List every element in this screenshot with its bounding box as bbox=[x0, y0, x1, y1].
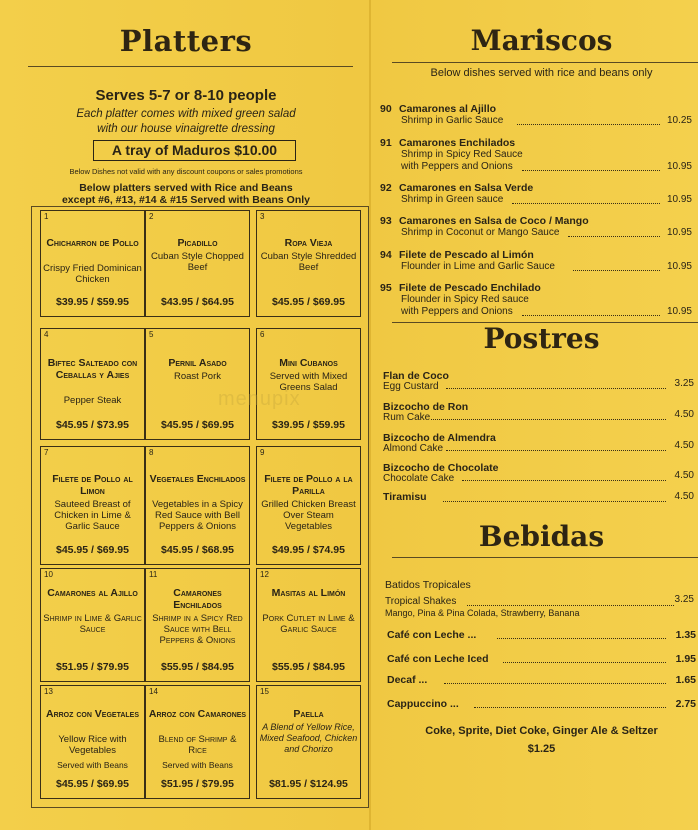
sodas-list: Coke, Sprite, Diet Coke, Ginger Ale & Seltzer bbox=[425, 725, 658, 737]
platter-number: 9 bbox=[260, 448, 265, 457]
divider bbox=[28, 66, 353, 67]
platter-name: Paella bbox=[293, 708, 324, 720]
platter-item bbox=[40, 685, 145, 799]
platter-number: 13 bbox=[44, 687, 53, 696]
item-name: Bizcocho de Almendra bbox=[383, 432, 496, 444]
item-name: Tiramisu bbox=[383, 491, 427, 503]
item-desc: Shrimp in Coconut or Mango Sauce bbox=[401, 227, 560, 238]
item-name: Camarones en Salsa de Coco / Mango bbox=[399, 215, 589, 227]
platter-name: Ropa Vieja bbox=[284, 237, 333, 249]
platter-price: $43.95 / $64.95 bbox=[161, 296, 234, 308]
platter-desc: Pork Cutlet in Lime & Garlic Sauce bbox=[262, 613, 355, 635]
item-price: 10.95 bbox=[666, 194, 692, 205]
platter-number: 5 bbox=[149, 330, 154, 339]
divider bbox=[392, 62, 698, 63]
item-price: 10.95 bbox=[666, 227, 692, 238]
platter-item bbox=[40, 446, 145, 565]
item-price: 10.95 bbox=[666, 306, 692, 317]
platter-item bbox=[40, 210, 145, 317]
platter-name: Pernil Asado bbox=[168, 357, 227, 369]
platter-name: Camarones Enchilados bbox=[173, 587, 222, 611]
platter-price: $39.95 / $59.95 bbox=[56, 296, 129, 308]
item-name: Camarones Enchilados bbox=[399, 137, 516, 149]
item-name: Filete de Pescado al Limón bbox=[399, 249, 534, 261]
item-number: 94 bbox=[380, 249, 392, 261]
platter-item bbox=[256, 328, 361, 440]
platter-name: Arroz con Vegetales bbox=[45, 708, 139, 720]
platter-price: $45.95 / $73.95 bbox=[56, 419, 129, 431]
item-price: 4.50 bbox=[674, 491, 694, 502]
platter-item bbox=[145, 210, 250, 317]
item-price: 2.75 bbox=[675, 698, 696, 710]
platter-number: 4 bbox=[44, 330, 49, 339]
platter-desc: Yellow Rice with Vegetables bbox=[58, 734, 127, 756]
platter-desc: Cuban Style Shredded Beef bbox=[260, 251, 357, 273]
item-price: 10.25 bbox=[666, 115, 692, 126]
platter-item bbox=[256, 568, 361, 682]
platter-name: Vegetales Enchilados bbox=[149, 473, 246, 485]
platter-price: $45.95 / $68.95 bbox=[161, 544, 234, 556]
dot-leader bbox=[522, 170, 660, 171]
dot-leader bbox=[446, 388, 666, 389]
item-number: 92 bbox=[380, 182, 392, 194]
platter-item bbox=[145, 446, 250, 565]
dot-leader bbox=[573, 270, 660, 271]
platter-served-note: Served with Beans bbox=[57, 760, 128, 770]
item-desc: Egg Custard bbox=[383, 381, 439, 392]
platter-item bbox=[256, 210, 361, 317]
platter-desc: Vegetables in a Spicy Red Sauce with Bell Peppers & Onions bbox=[152, 499, 243, 532]
platter-item bbox=[40, 568, 145, 682]
item-price: 1.35 bbox=[675, 629, 696, 641]
platter-desc: A Blend of Yellow Rice, Mixed Seafood, Chicken and Chorizo bbox=[259, 722, 358, 754]
item-name: Café con Leche Iced bbox=[387, 653, 489, 665]
dot-leader bbox=[503, 662, 666, 663]
platter-price: $51.95 / $79.95 bbox=[56, 661, 129, 673]
dot-leader bbox=[522, 315, 660, 316]
item-price: 3.25 bbox=[674, 378, 694, 389]
platter-price: $51.95 / $79.95 bbox=[161, 778, 234, 790]
item-name: Bizcocho de Ron bbox=[383, 401, 469, 413]
tray-of-maduros: A tray of Maduros $10.00 bbox=[93, 140, 296, 161]
item-price: 1.65 bbox=[675, 674, 696, 686]
item-name: Bizcocho de Chocolate bbox=[383, 462, 499, 474]
item-number: 93 bbox=[380, 215, 392, 227]
item-price: 4.50 bbox=[674, 440, 694, 451]
platter-desc: Blend of Shrimp & Rice bbox=[158, 734, 237, 756]
platter-price: $55.95 / $84.95 bbox=[161, 661, 234, 673]
dot-leader bbox=[474, 707, 666, 708]
platter-number: 1 bbox=[44, 212, 49, 221]
platter-price: $81.95 / $124.95 bbox=[269, 778, 348, 790]
item-number: 91 bbox=[380, 137, 392, 149]
postres-title: Postres bbox=[483, 322, 600, 355]
item-desc: Shrimp in Green sauce bbox=[401, 194, 504, 205]
item-name: Decaf ... bbox=[387, 674, 428, 686]
platter-desc-line1: Each platter comes with mixed green salad bbox=[76, 108, 296, 120]
item-price: 1.95 bbox=[675, 653, 696, 665]
platter-desc-line2: with our house vinaigrette dressing bbox=[97, 123, 275, 135]
platter-desc: Shrimp in Lime & Garlic Sauce bbox=[43, 613, 142, 635]
discount-disclaimer: Below Dishes not valid with any discount coupons or sales promotions bbox=[69, 167, 303, 176]
platter-number: 7 bbox=[44, 448, 49, 457]
batidos-title: Batidos Tropicales bbox=[385, 579, 471, 591]
batidos-desc: Tropical Shakes bbox=[385, 596, 457, 607]
item-desc: Shrimp in Spicy Red Sauce bbox=[401, 149, 523, 160]
bebidas-title: Bebidas bbox=[478, 520, 605, 553]
platter-price: $45.95 / $69.95 bbox=[161, 419, 234, 431]
dot-leader bbox=[512, 203, 660, 204]
item-desc: Almond Cake bbox=[383, 443, 444, 454]
platter-number: 8 bbox=[149, 448, 154, 457]
platter-price: $55.95 / $84.95 bbox=[272, 661, 345, 673]
platter-served-note: Served with Beans bbox=[162, 760, 233, 770]
mariscos-subtitle: Below dishes served with rice and beans only bbox=[430, 67, 653, 79]
platter-desc: Roast Pork bbox=[174, 371, 221, 382]
platter-desc: Shrimp in a Spicy Red Sauce with Bell Peppers & Onions bbox=[152, 613, 243, 646]
item-name: Cappuccino ... bbox=[387, 698, 459, 710]
platter-item bbox=[145, 328, 250, 440]
mariscos-title: Mariscos bbox=[470, 24, 613, 57]
batidos-flavors: Mango, Pina & Pina Colada, Strawberry, Banana bbox=[385, 608, 580, 618]
platter-name: Picadillo bbox=[177, 237, 218, 249]
dot-leader bbox=[446, 450, 666, 451]
item-desc: Chocolate Cake bbox=[383, 473, 455, 484]
dot-leader bbox=[444, 683, 666, 684]
item-desc: Flounder in Spicy Red sauce bbox=[401, 294, 529, 305]
item-name: Filete de Pescado Enchilado bbox=[399, 282, 541, 294]
platter-item bbox=[40, 328, 145, 440]
item-name: Camarones en Salsa Verde bbox=[399, 182, 534, 194]
item-price: 10.95 bbox=[666, 161, 692, 172]
platter-desc: Pepper Steak bbox=[63, 395, 122, 406]
dot-leader bbox=[431, 419, 666, 420]
platter-item bbox=[256, 446, 361, 565]
item-desc: with Peppers and Onions bbox=[401, 161, 513, 172]
item-desc: Rum Cake bbox=[383, 412, 431, 423]
dot-leader bbox=[467, 605, 674, 606]
platter-name: Chicharron de Pollo bbox=[46, 237, 139, 249]
item-desc: Shrimp in Garlic Sauce bbox=[401, 115, 504, 126]
item-name: Flan de Coco bbox=[383, 370, 449, 382]
platter-price: $39.95 / $59.95 bbox=[272, 419, 345, 431]
platter-number: 2 bbox=[149, 212, 154, 221]
platter-number: 11 bbox=[149, 570, 158, 579]
item-desc: Flounder in Lime and Garlic Sauce bbox=[401, 261, 555, 272]
platter-desc: Cuban Style Chopped Beef bbox=[151, 251, 244, 273]
platters-title: Platters bbox=[119, 24, 253, 58]
platter-name: Mini Cubanos bbox=[279, 357, 338, 369]
platter-price: $49.95 / $74.95 bbox=[272, 544, 345, 556]
divider bbox=[392, 557, 698, 558]
platter-name: Masitas al Limón bbox=[271, 587, 346, 599]
platter-price: $45.95 / $69.95 bbox=[56, 544, 129, 556]
platter-number: 12 bbox=[260, 570, 269, 579]
item-desc: with Peppers and Onions bbox=[401, 306, 513, 317]
serves-text: Serves 5-7 or 8-10 people bbox=[95, 87, 277, 104]
platter-number: 10 bbox=[44, 570, 53, 579]
watermark-logo: menupix bbox=[218, 388, 301, 410]
platter-desc: Grilled Chicken Breast Over Steam Vegetables bbox=[261, 499, 356, 532]
platter-name: Filete de Pollo al Limon bbox=[52, 473, 133, 497]
item-name: Camarones al Ajillo bbox=[399, 103, 497, 115]
item-number: 95 bbox=[380, 282, 392, 294]
item-price: 10.95 bbox=[666, 261, 692, 272]
platter-name: Camarones al Ajillo bbox=[47, 587, 138, 599]
platter-number: 6 bbox=[260, 330, 265, 339]
item-name: Café con Leche ... bbox=[387, 629, 477, 641]
beans-only-note: except #6, #13, #14 & #15 Served with Beans Only bbox=[61, 194, 311, 206]
platter-number: 3 bbox=[260, 212, 265, 221]
item-number: 90 bbox=[380, 103, 392, 115]
rice-beans-note: Below platters served with Rice and Beans bbox=[79, 182, 293, 194]
item-price: 4.50 bbox=[674, 470, 694, 481]
platter-desc: Served with Mixed Greens Salad bbox=[269, 371, 348, 393]
platter-price: $45.95 / $69.95 bbox=[56, 778, 129, 790]
platter-number: 14 bbox=[149, 687, 158, 696]
platter-item bbox=[256, 685, 361, 799]
dot-leader bbox=[443, 501, 666, 502]
dot-leader bbox=[462, 480, 666, 481]
platter-name: Biftec Salteado con Ceballas y Ajies bbox=[47, 357, 138, 381]
platter-desc: Crispy Fried Dominican Chicken bbox=[43, 263, 142, 285]
dot-leader bbox=[568, 236, 660, 237]
platter-number: 15 bbox=[260, 687, 269, 696]
item-price: 4.50 bbox=[674, 409, 694, 420]
platter-item bbox=[145, 568, 250, 682]
dot-leader bbox=[497, 638, 666, 639]
platter-desc: Sauteed Breast of Chicken in Lime & Garlic Sauce bbox=[54, 499, 131, 532]
dot-leader bbox=[517, 124, 660, 125]
batidos-price: 3.25 bbox=[674, 594, 694, 605]
platter-price: $45.95 / $69.95 bbox=[272, 296, 345, 308]
platter-name: Arroz con Camarones bbox=[148, 708, 247, 720]
platter-name: Filete de Pollo a la Parilla bbox=[264, 473, 353, 497]
platter-item bbox=[145, 685, 250, 799]
sodas-price: $1.25 bbox=[527, 743, 556, 755]
